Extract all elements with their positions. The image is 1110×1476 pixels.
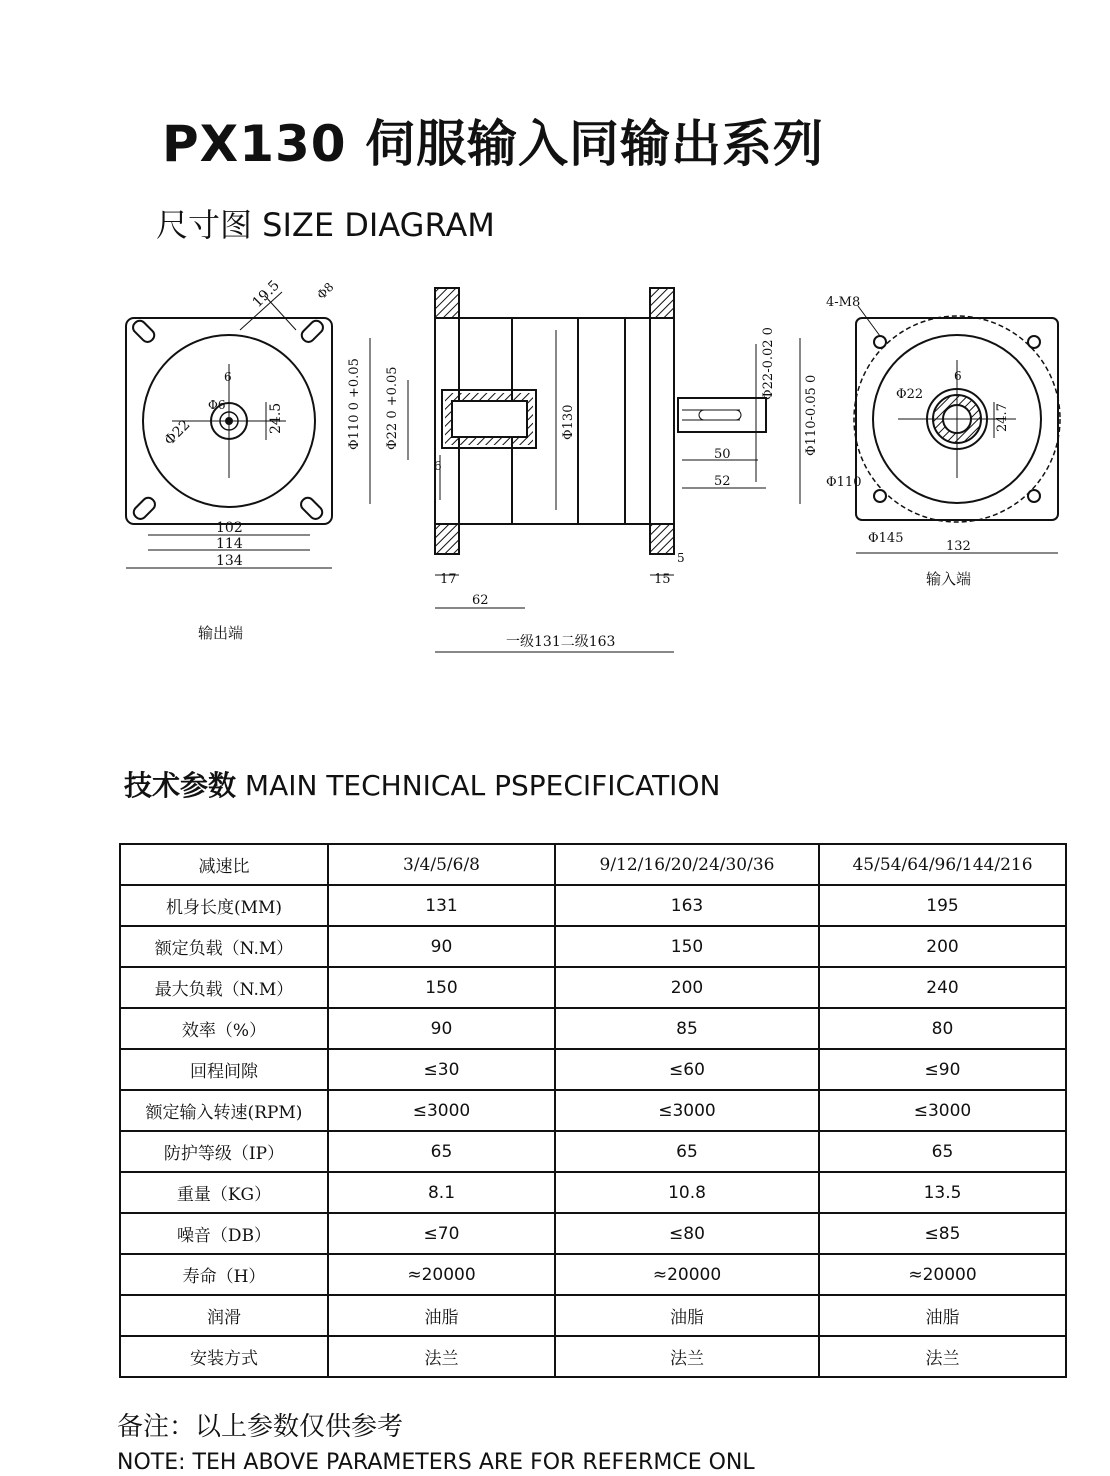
table-row xyxy=(120,1213,1066,1254)
dim-phi6: Φ6 xyxy=(208,398,226,412)
dim-24-7: 24.7 xyxy=(995,403,1010,432)
table-cell: 163 xyxy=(555,885,819,926)
dim-input-phi22: Φ22 xyxy=(896,387,924,402)
dim-phi130: Φ130 xyxy=(561,404,576,440)
spec-heading-en: MAIN TECHNICAL PSPECIFICATION xyxy=(236,769,721,802)
dim-134: 134 xyxy=(216,553,243,569)
table-row xyxy=(120,844,1066,885)
dim-input-phi110: Φ110 xyxy=(826,475,862,490)
dim-62: 62 xyxy=(472,593,489,608)
row-header-cell: 减速比 xyxy=(120,844,328,885)
spec-table xyxy=(119,843,1067,1378)
table-cell: ≤80 xyxy=(555,1213,819,1254)
table-row xyxy=(120,967,1066,1008)
output-end-label: 输出端 xyxy=(198,624,244,642)
table-cell: ≤30 xyxy=(328,1049,555,1090)
dim-52: 52 xyxy=(714,474,731,489)
table-cell: 90 xyxy=(328,1008,555,1049)
table-cell: 油脂 xyxy=(328,1295,555,1336)
table-cell: 85 xyxy=(555,1008,819,1049)
dim-6: 6 xyxy=(224,370,232,384)
table-cell: ≤3000 xyxy=(819,1090,1066,1131)
row-header-cell: 机身长度(MM) xyxy=(120,885,328,926)
table-cell: 150 xyxy=(328,967,555,1008)
dim-17: 17 xyxy=(440,572,457,587)
input-end-label: 输入端 xyxy=(926,570,972,588)
size-diagram-heading: 尺寸图 SIZE DIAGRAM xyxy=(156,206,495,244)
row-header-cell: 效率（%） xyxy=(120,1008,328,1049)
table-row xyxy=(120,1254,1066,1295)
dim-4-m8: 4-M8 xyxy=(826,295,861,310)
dim-key-6: 6 xyxy=(434,459,442,473)
dim-phi22: Φ22 xyxy=(161,416,194,449)
table-cell: 法兰 xyxy=(819,1336,1066,1377)
table-cell: 油脂 xyxy=(555,1295,819,1336)
table-row xyxy=(120,1172,1066,1213)
table-row xyxy=(120,1295,1066,1336)
table-cell: 3/4/5/6/8 xyxy=(328,844,555,885)
table-cell: 90 xyxy=(328,926,555,967)
input-end-view xyxy=(854,306,1060,553)
table-cell: 65 xyxy=(555,1131,819,1172)
note-en: NOTE: TEH ABOVE PARAMETERS ARE FOR REFERMCE ONL xyxy=(117,1450,755,1475)
dim-15: 15 xyxy=(654,572,671,587)
dim-phi22-output: Φ22-0.02 0 xyxy=(761,327,776,400)
table-row xyxy=(120,1336,1066,1377)
table-cell: 油脂 xyxy=(819,1295,1066,1336)
row-header-cell: 回程间隙 xyxy=(120,1049,328,1090)
dim-phi110-output: Φ110-0.05 0 xyxy=(804,374,819,456)
table-row xyxy=(120,1090,1066,1131)
table-cell: ≤60 xyxy=(555,1049,819,1090)
dim-phi110-tol: Φ110 0 +0.05 xyxy=(347,358,362,450)
table-cell: ≈20000 xyxy=(819,1254,1066,1295)
row-header-cell: 最大负载（N.M） xyxy=(120,967,328,1008)
page-title: PX130 伺服输入同输出系列 xyxy=(162,115,824,173)
table-cell: 131 xyxy=(328,885,555,926)
table-row xyxy=(120,1008,1066,1049)
table-cell: 13.5 xyxy=(819,1172,1066,1213)
dim-19-5: 19.5 xyxy=(249,277,283,311)
row-header-cell: 润滑 xyxy=(120,1295,328,1336)
table-cell: ≤3000 xyxy=(328,1090,555,1131)
size-diagram xyxy=(100,270,1080,670)
dim-102: 102 xyxy=(216,520,243,536)
table-row xyxy=(120,1131,1066,1172)
table-row xyxy=(120,1049,1066,1090)
table-cell: 9/12/16/20/24/30/36 xyxy=(555,844,819,885)
spec-heading-cn: 技术参数 xyxy=(124,769,237,802)
table-cell: 150 xyxy=(555,926,819,967)
table-cell: 65 xyxy=(328,1131,555,1172)
table-cell: 65 xyxy=(819,1131,1066,1172)
dim-114: 114 xyxy=(216,536,243,552)
table-cell: 法兰 xyxy=(555,1336,819,1377)
table-cell: ≤70 xyxy=(328,1213,555,1254)
table-row xyxy=(120,885,1066,926)
table-cell: ≈20000 xyxy=(555,1254,819,1295)
dim-phi22-tol: Φ22 0 +0.05 xyxy=(385,366,400,450)
dim-24-5: 24.5 xyxy=(268,402,284,434)
table-cell: 195 xyxy=(819,885,1066,926)
dim-phi145: Φ145 xyxy=(868,531,904,546)
row-header-cell: 寿命（H） xyxy=(120,1254,328,1295)
dim-length: 一级131二级163 xyxy=(506,634,616,650)
table-cell: 80 xyxy=(819,1008,1066,1049)
row-header-cell: 噪音（DB） xyxy=(120,1213,328,1254)
table-cell: 240 xyxy=(819,967,1066,1008)
table-row xyxy=(120,926,1066,967)
dim-5: 5 xyxy=(677,551,685,565)
row-header-cell: 防护等级（IP） xyxy=(120,1131,328,1172)
table-cell: 200 xyxy=(555,967,819,1008)
table-cell: 法兰 xyxy=(328,1336,555,1377)
table-cell: 200 xyxy=(819,926,1066,967)
table-cell: 10.8 xyxy=(555,1172,819,1213)
row-header-cell: 额定输入转速(RPM) xyxy=(120,1090,328,1131)
table-cell: 8.1 xyxy=(328,1172,555,1213)
row-header-cell: 重量（KG） xyxy=(120,1172,328,1213)
dim-50: 50 xyxy=(714,447,731,462)
table-cell: ≤85 xyxy=(819,1213,1066,1254)
table-cell: ≤90 xyxy=(819,1049,1066,1090)
table-cell: ≈20000 xyxy=(328,1254,555,1295)
dim-phi8: Φ8 xyxy=(314,279,337,303)
table-cell: 45/54/64/96/144/216 xyxy=(819,844,1066,885)
spec-heading xyxy=(124,764,720,804)
row-header-cell: 额定负载（N.M） xyxy=(120,926,328,967)
row-header-cell: 安装方式 xyxy=(120,1336,328,1377)
dim-132: 132 xyxy=(946,539,971,554)
note-cn: 备注：以上参数仅供参考 xyxy=(117,1412,404,1442)
dim-input-6: 6 xyxy=(954,369,962,383)
table-cell: ≤3000 xyxy=(555,1090,819,1131)
